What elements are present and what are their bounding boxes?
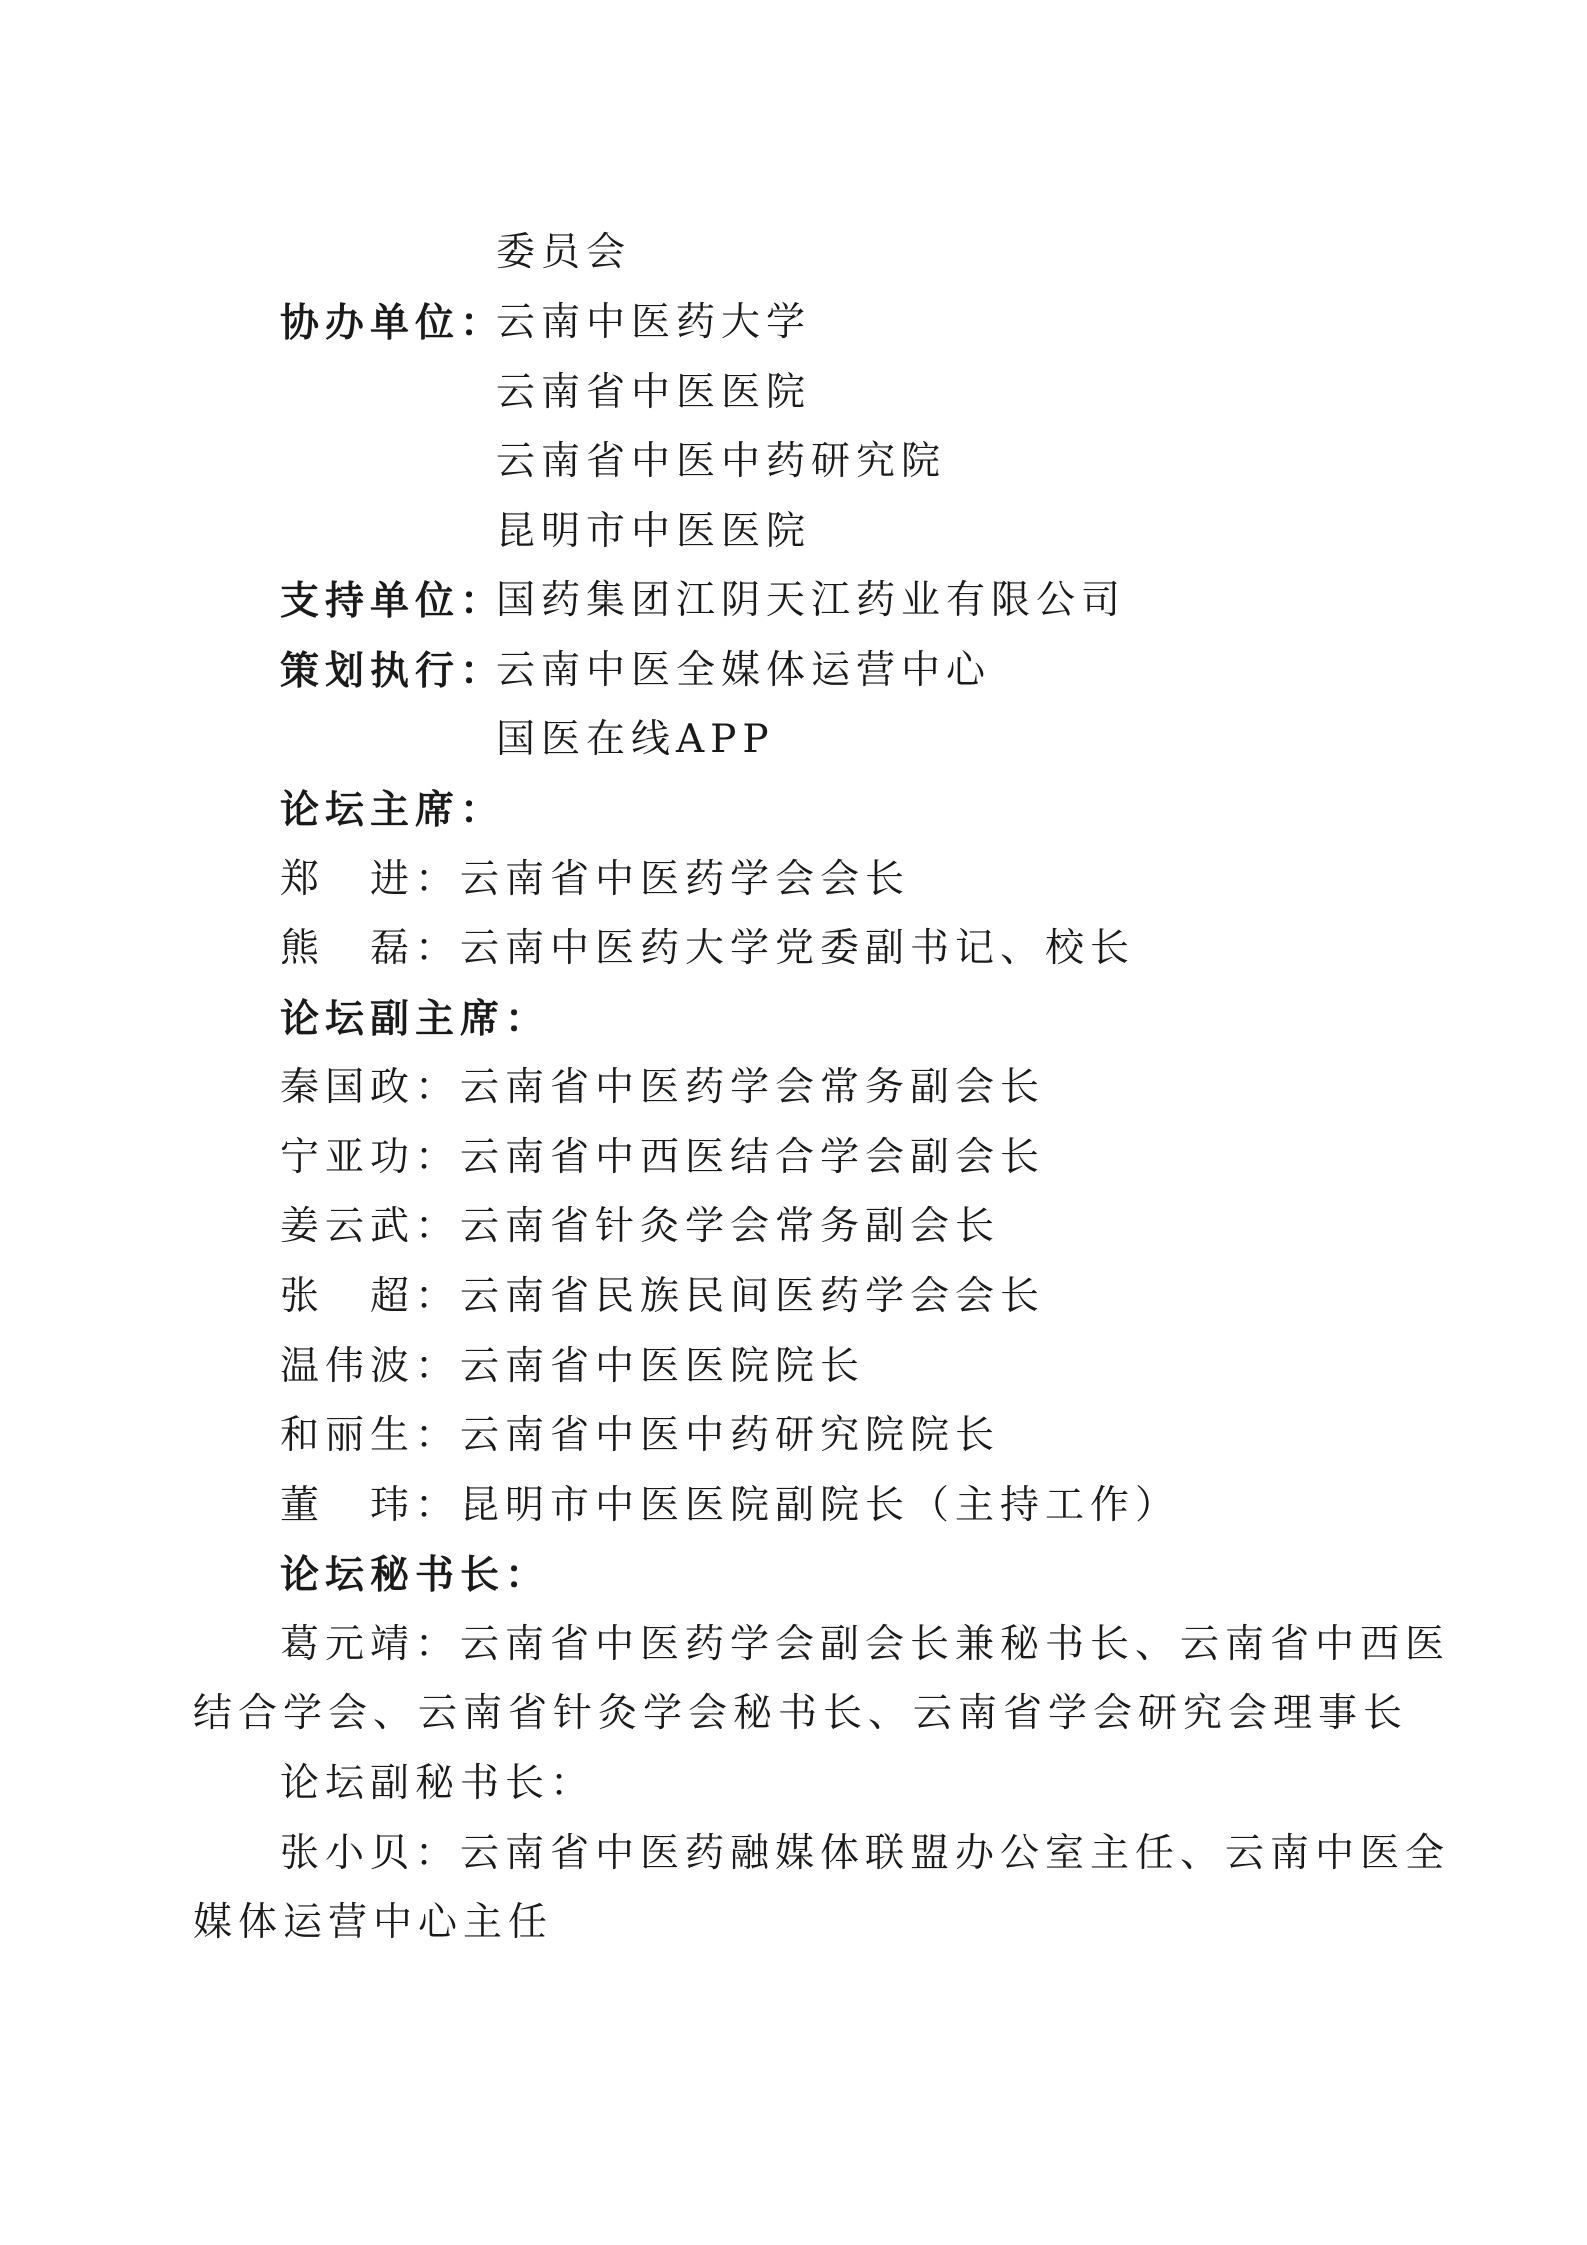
- vice-chair-entry: [280, 1133, 1045, 1183]
- person-name: 姜云武：: [280, 1204, 461, 1249]
- person-role: 云南省中医药学会会长: [460, 857, 911, 902]
- co-organizer-unit: 云南省中医医院: [496, 370, 812, 415]
- chair-heading: 论坛主席：: [280, 787, 506, 833]
- person-role: 云南省中西医结合学会副会长: [460, 1135, 1046, 1180]
- execution-unit: 云南中医全媒体运营中心: [496, 648, 992, 693]
- chair-entry: [280, 924, 1135, 974]
- vice-chair-entry: [280, 1411, 1000, 1461]
- person-role: 云南省中医医院院长: [460, 1344, 866, 1389]
- vice-chair-entry: [280, 1202, 1000, 1252]
- person-name: 郑 进：: [280, 857, 461, 902]
- support-unit-label: 支持单位：: [280, 578, 506, 624]
- person-role: 云南中医药大学党委副书记、校长: [460, 926, 1136, 971]
- execution-label: 策划执行：: [280, 648, 506, 694]
- person-name: 温伟波：: [280, 1344, 461, 1389]
- organizer-continuation: 委员会: [496, 230, 632, 275]
- person-name: 熊 磊：: [280, 926, 461, 971]
- secretary-line-wrap: 结合学会、云南省针灸学会秘书长、云南省学会研究会理事长: [193, 1691, 1409, 1736]
- person-role: 云南省民族民间医药学会会长: [460, 1274, 1046, 1319]
- co-organizer-unit: 云南省中医中药研究院: [496, 439, 947, 484]
- vice-chair-heading: 论坛副主席：: [280, 996, 551, 1042]
- execution-unit: 国医在线APP: [496, 717, 775, 762]
- deputy-secretary-line-wrap: 媒体运营中心主任: [193, 1900, 554, 1945]
- person-role: 昆明市中医医院副院长（主持工作）: [460, 1483, 1181, 1528]
- person-name: 和丽生：: [280, 1413, 461, 1458]
- support-unit: 国药集团江阴天江药业有限公司: [496, 578, 1127, 623]
- person-role: 云南省针灸学会常务副会长: [460, 1204, 1001, 1249]
- vice-chair-entry: [280, 1481, 1180, 1531]
- secretary-heading: 论坛秘书长：: [280, 1552, 551, 1598]
- deputy-secretary-heading: 论坛副秘书长：: [280, 1761, 596, 1806]
- deputy-secretary-line: 张小贝：云南省中医药融媒体联盟办公室主任、云南中医全: [280, 1831, 1451, 1876]
- vice-chair-entry: [280, 1342, 865, 1392]
- person-name: 张 超：: [280, 1274, 461, 1319]
- vice-chair-entry: [280, 1272, 1045, 1322]
- person-role: 云南省中医药学会常务副会长: [460, 1065, 1046, 1110]
- person-name: 秦国政：: [280, 1065, 461, 1110]
- co-organizer-label: 协办单位：: [280, 300, 506, 346]
- co-organizer-unit: 云南中医药大学: [496, 300, 812, 345]
- vice-chair-entry: [280, 1063, 1045, 1113]
- secretary-line: 葛元靖：云南省中医药学会副会长兼秘书长、云南省中西医: [280, 1622, 1451, 1667]
- person-name: 宁亚功：: [280, 1135, 461, 1180]
- person-role: 云南省中医中药研究院院长: [460, 1413, 1001, 1458]
- co-organizer-unit: 昆明市中医医院: [496, 509, 812, 554]
- person-name: 董 玮：: [280, 1483, 461, 1528]
- chair-entry: [280, 855, 910, 905]
